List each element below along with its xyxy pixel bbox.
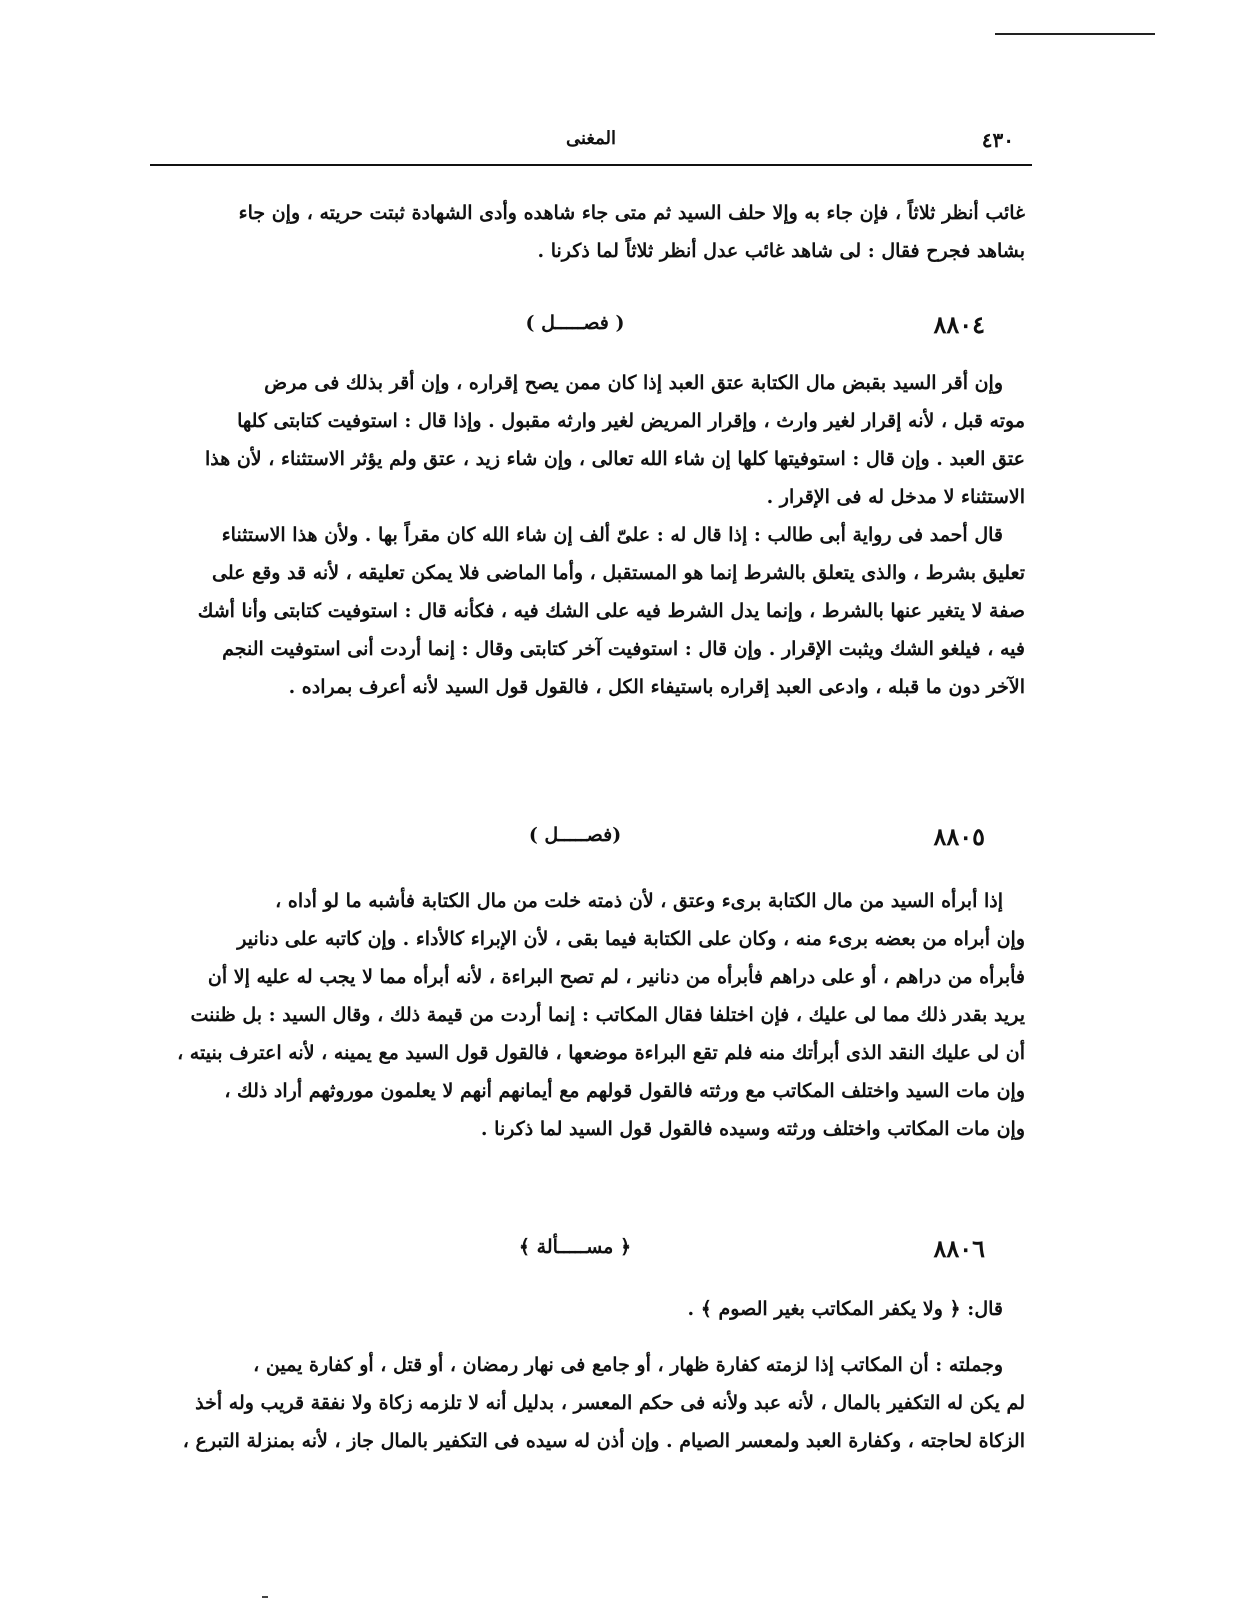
section-heading-8804 [165, 310, 1025, 350]
text-line: عتق العبد . وإن قال : استوفيتها كلها إن شاء الله تعالى ، وإن شاء زيد ، عتق ولم يؤثر الاستثناء ، لأن هذا [204, 448, 1025, 470]
text-line: وإن أبراه من بعضه برىء منه ، وكان على الكتابة فيما بقى ، لأن الإبراء كالأداء . وإن كاتبه على دنانير [237, 928, 1025, 950]
text-line: وإن مات السيد واختلف المكاتب مع ورثته فالقول قولهم مع أيمانهم أنهم لا يعلمون موروثهم أراد ذلك ، [224, 1080, 1025, 1102]
section-label: (فصـــــل ) [528, 824, 622, 846]
section-8806-body [165, 1346, 1025, 1460]
text-line: لم يكن له التكفير بالمال ، لأنه عبد ولأنه فى حكم المعسر ، بدليل أنه لا تلزمه زكاة ولا نفقة قريب وله أخذ [195, 1392, 1025, 1414]
page-header [150, 118, 1032, 166]
scan-speck [262, 1596, 268, 1598]
text-line: فيه ، فيلغو الشك ويثبت الإقرار . وإن قال : استوفيت آخر كتابتى وقال : إنما أردت أنى استوفيت النجم [222, 638, 1025, 660]
text-line: صفة لا يتغير عنها بالشرط ، وإنما يدل الشرط فيه على الشك فيه ، فكأنه قال : استوفيت كتابتى وأنا أشك [197, 600, 1025, 622]
section-number: ٨٨٠٦ [933, 1234, 985, 1263]
section-number: ٨٨٠٤ [933, 310, 985, 339]
text-line: الاستثناء لا مدخل له فى الإقرار . [766, 486, 1025, 508]
section-number: ٨٨٠٥ [933, 822, 985, 851]
section-label: ( فصـــــل ) [525, 312, 625, 334]
text-line: بشاهد فجرح فقال : لى شاهد غائب عدل أنظر ثلاثاً لما ذكرنا . [537, 240, 1025, 262]
section-label: ﴿ مســـــألة ﴾ [518, 1236, 632, 1258]
text-line: أن لى عليك النقد الذى أبرأتك منه فلم تقع البراءة موضعها ، فالقول قول السيد مع يمينه ، لأنه اعترف بنيته ، [177, 1042, 1025, 1064]
header-rule [150, 164, 1032, 166]
section-heading-8806 [165, 1234, 1025, 1274]
text-line: إذا أبرأه السيد من مال الكتابة برىء وعتق ، لأن ذمته خلت من مال الكتابة فأشبه ما لو أداه ، [275, 890, 1003, 912]
text-line: تعليق بشرط ، والذى يتعلق بالشرط إنما هو المستقبل ، وأما الماضى فلا يمكن تعليقه ، لأنه قد وقع على [212, 562, 1025, 584]
text-line: يريد بقدر ذلك مما لى عليك ، فإن اختلفا فقال المكاتب : إنما أردت من قيمة ذلك ، وقال السيد : بل ظننت [190, 1004, 1025, 1026]
section-8805-body [165, 882, 1025, 1148]
text-line: وإن أقر السيد بقبض مال الكتابة عتق العبد إذا كان ممن يصح إقراره ، وإن أقر بذلك فى مرض [264, 372, 1003, 394]
section-heading-8805 [165, 822, 1025, 862]
text-line: الآخر دون ما قبله ، وادعى العبد إقراره باستيفاء الكل ، فالقول قول السيد لأنه أعرف بمراده . [288, 676, 1025, 698]
running-title: المغنى [565, 128, 616, 149]
text-line: قال أحمد فى رواية أبى طالب : إذا قال له : علىّ ألف إن شاء الله كان مقراً بها . ولأن هذا الاستثناء [221, 524, 1003, 546]
section-8806-question [165, 1290, 1025, 1328]
text-line: موته قبل ، لأنه إقرار لغير وارث ، وإقرار المريض لغير وارثه مقبول . وإذا قال : استوفيت كتابتى كلها [237, 410, 1025, 432]
intro-paragraph [165, 194, 1025, 270]
text-line: الزكاة لحاجته ، وكفارة العبد ولمعسر الصيام . وإن أذن له سيده فى التكفير بالمال جاز ، لأنه بمنزلة التبرع ، [182, 1430, 1025, 1452]
section-8804-body [165, 364, 1025, 706]
top-corner-rule [995, 33, 1155, 35]
page-number: ٤٣٠ [981, 128, 1014, 152]
text-line: وجملته : أن المكاتب إذا لزمته كفارة ظهار ، أو جامع فى نهار رمضان ، أو قتل ، أو كفارة يمين ، [253, 1354, 1003, 1376]
text-line: وإن مات المكاتب واختلف ورثته وسيده فالقول قول السيد لما ذكرنا . [480, 1118, 1025, 1140]
text-line: غائب أنظر ثلاثاً ، فإن جاء به وإلا حلف السيد ثم متى جاء شاهده وأدى الشهادة ثبتت حريته ، وإن جاء [238, 202, 1025, 224]
text-line: فأبرأه من دراهم ، أو على دراهم فأبرأه من دنانير ، لم تصح البراءة ، لأنه أبرأه مما لا يجب له عليه إلا أن [207, 966, 1025, 988]
text-line: قال: ﴿ ولا يكفر المكاتب بغير الصوم ﴾ . [687, 1298, 1003, 1320]
